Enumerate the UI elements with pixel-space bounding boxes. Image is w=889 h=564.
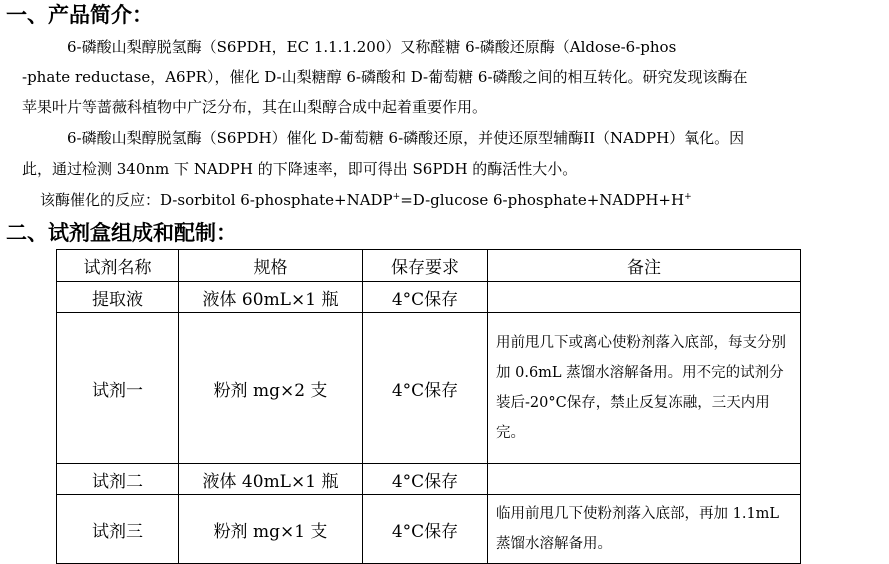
intro-para2-line1: 6-磷酸山梨醇脱氢酶（S6PDH）催化 D-葡萄糖 6-磷酸还原，并使还原型辅酶II（NADPH）氧化。因	[67, 129, 745, 147]
reaction-mid: =D-glucose 6-phosphate+NADPH+H	[400, 191, 685, 209]
table-row	[57, 464, 801, 495]
header-note: 备注	[488, 250, 801, 282]
cell-storage: 4°C保存	[363, 464, 488, 495]
reagent-table	[56, 249, 801, 564]
reaction-sup-1: +	[392, 192, 401, 202]
intro-para1-line1: 6-磷酸山梨醇脱氢酶（S6PDH，EC 1.1.1.200）又称醛糖 6-磷酸还原酶（Aldose-6-phos	[67, 38, 677, 56]
cell-spec: 粉剂 mg×2 支	[179, 313, 363, 464]
section1-title: 一、产品简介：	[6, 3, 153, 27]
cell-spec: 液体 60mL×1 瓶	[179, 282, 363, 313]
header-storage: 保存要求	[363, 250, 488, 282]
cell-note	[488, 282, 801, 313]
cell-name: 试剂一	[57, 313, 179, 464]
table-row	[57, 495, 801, 564]
intro-para2-line2: 此，通过检测 340nm 下 NADPH 的下降速率，即可得出 S6PDH 的酶活性大小。	[22, 160, 578, 178]
table-row	[57, 313, 801, 464]
reaction-line	[40, 190, 692, 210]
cell-note: 临用前甩几下使粉剂落入底部，再加 1.1mL 蒸馏水溶解备用。	[488, 495, 801, 564]
header-name: 试剂名称	[57, 250, 179, 282]
cell-spec: 粉剂 mg×1 支	[179, 495, 363, 564]
section2-title: 二、试剂盒组成和配制：	[6, 221, 237, 245]
cell-name: 试剂三	[57, 495, 179, 564]
table-row	[57, 282, 801, 313]
cell-name: 试剂二	[57, 464, 179, 495]
cell-storage: 4°C保存	[363, 313, 488, 464]
cell-note	[488, 464, 801, 495]
cell-storage: 4°C保存	[363, 282, 488, 313]
header-spec: 规格	[179, 250, 363, 282]
cell-note: 用前甩几下或离心使粉剂落入底部，每支分别加 0.6mL 蒸馏水溶解备用。用不完的试剂分装后-20°C保存，禁止反复冻融，三天内用完。	[488, 313, 801, 464]
reaction-prefix: 该酶催化的反应：D-sorbitol 6-phosphate+NADP	[40, 191, 393, 209]
cell-name: 提取液	[57, 282, 179, 313]
cell-spec: 液体 40mL×1 瓶	[179, 464, 363, 495]
cell-storage: 4°C保存	[363, 495, 488, 564]
intro-para1-line2: -phate reductase，A6PR），催化 D-山梨糖醇 6-磷酸和 D-葡萄糖 6-磷酸之间的相互转化。研究发现该酶在	[22, 68, 748, 86]
table-header-row	[57, 250, 801, 282]
reaction-sup-2: +	[684, 192, 692, 202]
intro-para1-line3: 苹果叶片等蔷薇科植物中广泛分布，其在山梨醇合成中起着重要作用。	[22, 98, 488, 116]
